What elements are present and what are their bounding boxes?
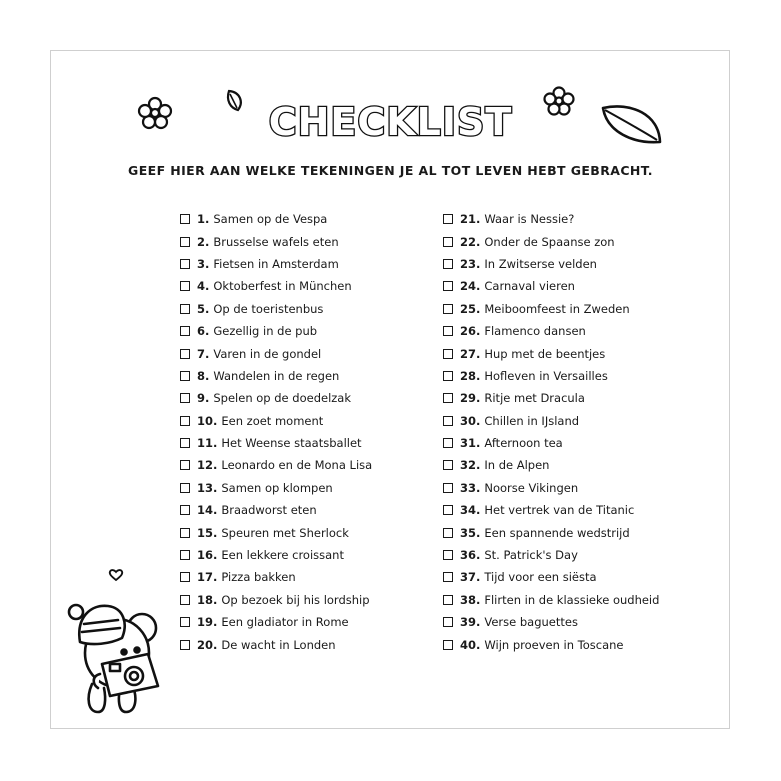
item-number: 17. [197, 570, 218, 585]
checklist-item[interactable] [180, 342, 372, 364]
checklist-item[interactable] [443, 342, 659, 364]
checklist-item[interactable] [180, 432, 372, 454]
checkbox[interactable] [180, 640, 190, 650]
checkbox[interactable] [180, 416, 190, 426]
item-label: Leonardo en de Mona Lisa [221, 458, 373, 473]
item-label: Wandelen in de regen [213, 368, 340, 383]
checkbox[interactable] [180, 572, 190, 582]
item-number: 7. [197, 346, 210, 361]
checklist-item[interactable] [443, 298, 659, 320]
checklist-item[interactable] [443, 589, 659, 611]
item-number: 30. [460, 413, 481, 428]
item-number: 29. [460, 391, 481, 406]
checklist-item[interactable] [180, 611, 372, 633]
checklist-item[interactable] [443, 521, 659, 543]
item-label: Samen op de Vespa [213, 212, 328, 227]
item-label: Varen in de gondel [213, 346, 322, 361]
item-number: 11. [197, 436, 218, 451]
item-number: 31. [460, 436, 481, 451]
item-number: 21. [460, 212, 481, 227]
item-label: Verse baguettes [484, 615, 578, 630]
checkbox[interactable] [443, 528, 453, 538]
item-number: 16. [197, 548, 218, 563]
checkbox[interactable] [443, 483, 453, 493]
checklist-item[interactable] [443, 544, 659, 566]
item-label: Tijd voor een siësta [484, 570, 597, 585]
item-label: Hup met de beentjes [484, 346, 606, 361]
checklist-item[interactable] [180, 387, 372, 409]
item-label: Meiboomfeest in Zweden [484, 301, 630, 316]
item-label: Op de toeristenbus [213, 301, 324, 316]
checklist-item[interactable] [180, 477, 372, 499]
item-label: In de Alpen [484, 458, 550, 473]
item-number: 26. [460, 324, 481, 339]
cartoon-character-with-camera-icon [62, 598, 170, 716]
item-label: Een zoet moment [221, 413, 324, 428]
checklist-item[interactable] [180, 499, 372, 521]
item-label: Braadworst eten [221, 503, 317, 518]
checkbox[interactable] [180, 528, 190, 538]
item-number: 13. [197, 480, 218, 495]
item-number: 4. [197, 279, 210, 294]
item-number: 34. [460, 503, 481, 518]
item-label: Een gladiator in Rome [221, 615, 349, 630]
item-number: 5. [197, 301, 210, 316]
item-label: St. Patrick's Day [484, 548, 578, 563]
checkbox[interactable] [180, 483, 190, 493]
checklist-item[interactable] [180, 589, 372, 611]
checkbox[interactable] [443, 326, 453, 336]
checkbox[interactable] [443, 595, 453, 605]
checkbox[interactable] [180, 393, 190, 403]
item-label: Een spannende wedstrijd [484, 525, 630, 540]
checklist-item[interactable] [180, 208, 372, 230]
item-label: Spelen op de doedelzak [213, 391, 352, 406]
checklist-right-column [443, 208, 659, 656]
item-label: Onder de Spaanse zon [484, 234, 615, 249]
checklist-left-column [180, 208, 372, 656]
checklist-item[interactable] [443, 477, 659, 499]
checklist-item[interactable] [180, 298, 372, 320]
checkbox[interactable] [180, 326, 190, 336]
checkbox[interactable] [180, 237, 190, 247]
item-number: 15. [197, 525, 218, 540]
checklist-item[interactable] [443, 253, 659, 275]
item-number: 28. [460, 368, 481, 383]
item-number: 1. [197, 212, 210, 227]
page-title: CHECKLIST [268, 100, 513, 144]
checklist-item[interactable] [443, 611, 659, 633]
checklist-item[interactable] [180, 365, 372, 387]
checkbox[interactable] [180, 349, 190, 359]
item-number: 6. [197, 324, 210, 339]
item-label: Speuren met Sherlock [221, 525, 349, 540]
page-subtitle: GEEF HIER AAN WELKE TEKENINGEN JE AL TOT LEVEN HEBT GEBRACHT. [128, 163, 653, 178]
item-number: 38. [460, 592, 481, 607]
item-number: 10. [197, 413, 218, 428]
checklist-item[interactable] [180, 454, 372, 476]
item-number: 12. [197, 458, 218, 473]
item-label: Carnaval vieren [484, 279, 575, 294]
item-number: 2. [197, 234, 210, 249]
item-label: In Zwitserse velden [484, 256, 597, 271]
checkbox[interactable] [443, 460, 453, 470]
checkbox[interactable] [180, 259, 190, 269]
item-label: Oktoberfest in München [213, 279, 352, 294]
checklist-item[interactable] [443, 365, 659, 387]
item-label: Ritje met Dracula [484, 391, 585, 406]
checkbox[interactable] [443, 640, 453, 650]
checkbox[interactable] [443, 259, 453, 269]
item-number: 37. [460, 570, 481, 585]
heart-icon [108, 568, 124, 582]
checkbox[interactable] [443, 617, 453, 627]
item-label: Flirten in de klassieke oudheid [484, 592, 660, 607]
checklist-item[interactable] [443, 387, 659, 409]
item-number: 27. [460, 346, 481, 361]
checkbox[interactable] [443, 371, 453, 381]
item-number: 14. [197, 503, 218, 518]
item-number: 40. [460, 637, 481, 652]
checklist-item[interactable] [180, 566, 372, 588]
item-label: Brusselse wafels eten [213, 234, 339, 249]
checkbox[interactable] [180, 304, 190, 314]
checkbox[interactable] [180, 595, 190, 605]
checklist-item[interactable] [443, 499, 659, 521]
item-number: 18. [197, 592, 218, 607]
checkbox[interactable] [443, 304, 453, 314]
item-label: Waar is Nessie? [484, 212, 575, 227]
item-label: Pizza bakken [221, 570, 296, 585]
item-number: 33. [460, 480, 481, 495]
checkbox[interactable] [180, 281, 190, 291]
item-number: 19. [197, 615, 218, 630]
checklist-item[interactable] [180, 275, 372, 297]
item-number: 39. [460, 615, 481, 630]
checkbox[interactable] [443, 214, 453, 224]
checkbox[interactable] [443, 393, 453, 403]
item-label: Hofleven in Versailles [484, 368, 608, 383]
item-number: 20. [197, 637, 218, 652]
item-number: 9. [197, 391, 210, 406]
checkbox[interactable] [443, 572, 453, 582]
checkbox[interactable] [180, 460, 190, 470]
checkbox[interactable] [180, 505, 190, 515]
item-number: 25. [460, 301, 481, 316]
checkbox[interactable] [180, 214, 190, 224]
item-label: Een lekkere croissant [221, 548, 344, 563]
checkbox[interactable] [443, 438, 453, 448]
checklist-item[interactable] [443, 275, 659, 297]
checkbox[interactable] [443, 349, 453, 359]
checklist-item[interactable] [180, 320, 372, 342]
item-label: Het Weense staatsballet [221, 436, 362, 451]
checklist-item[interactable] [443, 208, 659, 230]
checklist-item[interactable] [443, 230, 659, 252]
item-number: 36. [460, 548, 481, 563]
checklist-item[interactable] [180, 633, 372, 655]
checklist-item[interactable] [443, 410, 659, 432]
checklist-item[interactable] [443, 566, 659, 588]
checklist-item[interactable] [180, 544, 372, 566]
item-label: Het vertrek van de Titanic [484, 503, 635, 518]
checkbox[interactable] [443, 550, 453, 560]
item-number: 32. [460, 458, 481, 473]
checkbox[interactable] [443, 416, 453, 426]
item-label: Noorse Vikingen [484, 480, 579, 495]
checkbox[interactable] [180, 371, 190, 381]
checklist-item[interactable] [443, 454, 659, 476]
checklist-item[interactable] [443, 633, 659, 655]
checklist-item[interactable] [180, 410, 372, 432]
item-number: 24. [460, 279, 481, 294]
item-number: 22. [460, 234, 481, 249]
item-label: Op bezoek bij his lordship [221, 592, 370, 607]
item-label: Afternoon tea [484, 436, 563, 451]
checklist-item[interactable] [443, 320, 659, 342]
item-number: 3. [197, 256, 210, 271]
checklist-item[interactable] [180, 253, 372, 275]
checkbox[interactable] [180, 550, 190, 560]
checklist-item[interactable] [180, 230, 372, 252]
item-number: 8. [197, 368, 210, 383]
checklist-item[interactable] [180, 521, 372, 543]
item-label: Wijn proeven in Toscane [484, 637, 624, 652]
checklist-item[interactable] [443, 432, 659, 454]
checkbox[interactable] [443, 281, 453, 291]
checkbox[interactable] [443, 505, 453, 515]
checkbox[interactable] [443, 237, 453, 247]
checkbox[interactable] [180, 617, 190, 627]
item-label: Flamenco dansen [484, 324, 586, 339]
item-label: Gezellig in de pub [213, 324, 318, 339]
item-label: Samen op klompen [221, 480, 333, 495]
item-label: Fietsen in Amsterdam [213, 256, 339, 271]
checkbox[interactable] [180, 438, 190, 448]
item-label: Chillen in IJsland [484, 413, 580, 428]
item-label: De wacht in Londen [221, 637, 336, 652]
item-number: 23. [460, 256, 481, 271]
item-number: 35. [460, 525, 481, 540]
